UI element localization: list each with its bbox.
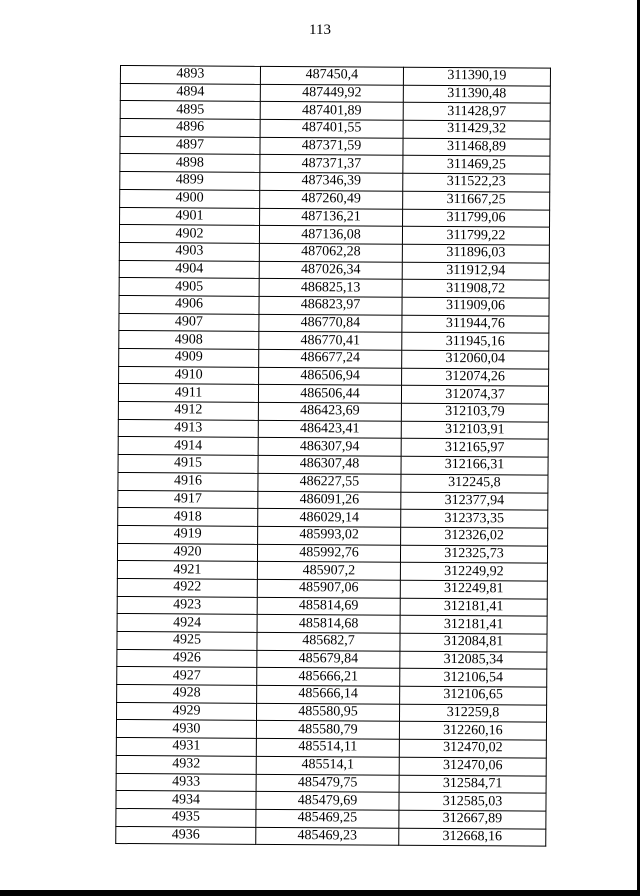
y-coordinate-cell: 312377,94	[401, 492, 548, 511]
point-number-cell: 4915	[118, 455, 258, 474]
point-number-cell: 4935	[116, 808, 256, 827]
x-coordinate-cell: 485580,79	[256, 721, 399, 740]
coordinates-table	[115, 65, 551, 847]
y-coordinate-cell: 312260,16	[399, 722, 546, 741]
point-number-cell: 4924	[117, 614, 257, 633]
point-number-cell: 4912	[118, 402, 258, 421]
x-coordinate-cell: 487401,55	[260, 119, 403, 138]
x-coordinate-cell: 485814,68	[257, 615, 400, 634]
y-coordinate-cell: 312668,16	[399, 828, 546, 847]
table-row	[116, 826, 546, 846]
point-number-cell: 4906	[119, 295, 259, 314]
y-coordinate-cell: 312326,02	[401, 527, 548, 546]
point-number-cell: 4932	[116, 755, 256, 774]
point-number-cell: 4927	[117, 667, 257, 686]
point-number-cell: 4911	[118, 384, 258, 403]
page-number: 113	[309, 22, 331, 38]
point-number-cell: 4926	[117, 649, 257, 668]
point-number-cell: 4914	[118, 437, 258, 456]
x-coordinate-cell: 485580,95	[256, 703, 399, 722]
y-coordinate-cell: 311522,23	[403, 173, 550, 192]
y-coordinate-cell: 312103,91	[401, 421, 548, 440]
y-coordinate-cell: 311390,48	[403, 85, 550, 104]
x-coordinate-cell: 485993,02	[258, 526, 401, 545]
x-coordinate-cell: 486307,48	[258, 455, 401, 474]
point-number-cell: 4895	[120, 101, 260, 120]
point-number-cell: 4916	[118, 472, 258, 491]
x-coordinate-cell: 487371,59	[260, 137, 403, 156]
y-coordinate-cell: 312074,26	[402, 368, 549, 387]
y-coordinate-cell: 312584,71	[399, 775, 546, 794]
y-coordinate-cell: 311908,72	[402, 279, 549, 298]
point-number-cell: 4918	[118, 508, 258, 527]
x-coordinate-cell: 486029,14	[258, 509, 401, 528]
y-coordinate-cell: 312060,04	[402, 350, 549, 369]
point-number-cell: 4919	[118, 525, 258, 544]
x-coordinate-cell: 485666,14	[257, 685, 400, 704]
point-number-cell: 4893	[120, 66, 260, 85]
x-coordinate-cell: 486823,97	[259, 296, 402, 315]
point-number-cell: 4910	[119, 366, 259, 385]
scan-edge-bottom	[0, 890, 640, 896]
point-number-cell: 4936	[116, 826, 256, 845]
point-number-cell: 4902	[119, 225, 259, 244]
x-coordinate-cell: 485469,25	[256, 809, 399, 828]
x-coordinate-cell: 487450,4	[260, 66, 403, 85]
x-coordinate-cell: 486770,84	[259, 314, 402, 333]
point-number-cell: 4897	[120, 136, 260, 155]
x-coordinate-cell: 486227,55	[258, 473, 401, 492]
y-coordinate-cell: 312165,97	[401, 439, 548, 458]
x-coordinate-cell: 487026,34	[259, 261, 402, 280]
point-number-cell: 4921	[117, 561, 257, 580]
y-coordinate-cell: 312181,41	[400, 616, 547, 635]
point-number-cell: 4928	[117, 685, 257, 704]
point-number-cell: 4908	[119, 331, 259, 350]
y-coordinate-cell: 312084,81	[400, 633, 547, 652]
y-coordinate-cell: 311469,25	[403, 156, 550, 175]
y-coordinate-cell: 312103,79	[401, 403, 548, 422]
y-coordinate-cell: 312585,03	[399, 792, 546, 811]
point-number-cell: 4925	[117, 631, 257, 650]
x-coordinate-cell: 487062,28	[259, 243, 402, 262]
x-coordinate-cell: 485666,21	[257, 668, 400, 687]
point-number-cell: 4917	[118, 490, 258, 509]
y-coordinate-cell: 311945,16	[402, 333, 549, 352]
x-coordinate-cell: 486423,41	[258, 420, 401, 439]
y-coordinate-cell: 312259,8	[399, 704, 546, 723]
x-coordinate-cell: 487260,49	[260, 190, 403, 209]
point-number-cell: 4898	[120, 154, 260, 173]
y-coordinate-cell: 311799,06	[403, 209, 550, 228]
point-number-cell: 4934	[116, 791, 256, 810]
x-coordinate-cell: 486770,41	[259, 332, 402, 351]
point-number-cell: 4929	[116, 702, 256, 721]
y-coordinate-cell: 312166,31	[401, 456, 548, 475]
x-coordinate-cell: 487136,21	[260, 208, 403, 227]
point-number-cell: 4899	[120, 172, 260, 191]
x-coordinate-cell: 486307,94	[258, 438, 401, 457]
x-coordinate-cell: 485679,84	[257, 650, 400, 669]
y-coordinate-cell: 311912,94	[402, 262, 549, 281]
y-coordinate-cell: 312249,81	[400, 580, 547, 599]
point-number-cell: 4922	[117, 578, 257, 597]
y-coordinate-cell: 312106,65	[400, 686, 547, 705]
y-coordinate-cell: 312325,73	[400, 545, 547, 564]
point-number-cell: 4894	[120, 83, 260, 102]
x-coordinate-cell: 485514,1	[256, 756, 399, 775]
x-coordinate-cell: 487136,08	[259, 226, 402, 245]
x-coordinate-cell: 485479,75	[256, 774, 399, 793]
y-coordinate-cell: 312181,41	[400, 598, 547, 617]
y-coordinate-cell: 312245,8	[401, 474, 548, 493]
x-coordinate-cell: 486423,69	[258, 402, 401, 421]
point-number-cell: 4907	[119, 313, 259, 332]
x-coordinate-cell: 487371,37	[260, 155, 403, 174]
y-coordinate-cell: 312667,89	[399, 810, 546, 829]
x-coordinate-cell: 485514,11	[256, 738, 399, 757]
x-coordinate-cell: 487449,92	[260, 84, 403, 103]
y-coordinate-cell: 312085,34	[400, 651, 547, 670]
y-coordinate-cell: 311429,32	[403, 120, 550, 139]
x-coordinate-cell: 485814,69	[257, 597, 400, 616]
coordinates-table-body	[116, 66, 551, 847]
x-coordinate-cell: 485469,23	[256, 827, 399, 846]
y-coordinate-cell: 311896,03	[402, 244, 549, 263]
point-number-cell: 4909	[119, 348, 259, 367]
x-coordinate-cell: 485479,69	[256, 792, 399, 811]
point-number-cell: 4920	[117, 543, 257, 562]
x-coordinate-cell: 485682,7	[257, 632, 400, 651]
x-coordinate-cell: 485992,76	[257, 544, 400, 563]
point-number-cell: 4903	[119, 242, 259, 261]
point-number-cell: 4896	[120, 119, 260, 138]
point-number-cell: 4930	[116, 720, 256, 739]
x-coordinate-cell: 486091,26	[258, 491, 401, 510]
y-coordinate-cell: 312074,37	[401, 386, 548, 405]
y-coordinate-cell: 311799,22	[402, 226, 549, 245]
point-number-cell: 4931	[116, 738, 256, 757]
y-coordinate-cell: 311468,89	[403, 138, 550, 157]
point-number-cell: 4923	[117, 596, 257, 615]
y-coordinate-cell: 311944,76	[402, 315, 549, 334]
y-coordinate-cell: 312470,06	[399, 757, 546, 776]
point-number-cell: 4933	[116, 773, 256, 792]
point-number-cell: 4901	[120, 207, 260, 226]
x-coordinate-cell: 485907,06	[257, 579, 400, 598]
point-number-cell: 4905	[119, 278, 259, 297]
y-coordinate-cell: 311428,97	[403, 103, 550, 122]
x-coordinate-cell: 487346,39	[260, 172, 403, 191]
y-coordinate-cell: 312470,02	[399, 739, 546, 758]
x-coordinate-cell: 486677,24	[259, 349, 402, 368]
x-coordinate-cell: 486506,44	[258, 385, 401, 404]
y-coordinate-cell: 312249,92	[400, 562, 547, 581]
y-coordinate-cell: 311390,19	[403, 67, 550, 86]
point-number-cell: 4900	[120, 189, 260, 208]
x-coordinate-cell: 487401,89	[260, 102, 403, 121]
y-coordinate-cell: 311909,06	[402, 297, 549, 316]
x-coordinate-cell: 486825,13	[259, 279, 402, 298]
y-coordinate-cell: 311667,25	[403, 191, 550, 210]
y-coordinate-cell: 312373,35	[401, 509, 548, 528]
point-number-cell: 4913	[118, 419, 258, 438]
x-coordinate-cell: 486506,94	[259, 367, 402, 386]
y-coordinate-cell: 312106,54	[400, 669, 547, 688]
point-number-cell: 4904	[119, 260, 259, 279]
x-coordinate-cell: 485907,2	[257, 562, 400, 581]
